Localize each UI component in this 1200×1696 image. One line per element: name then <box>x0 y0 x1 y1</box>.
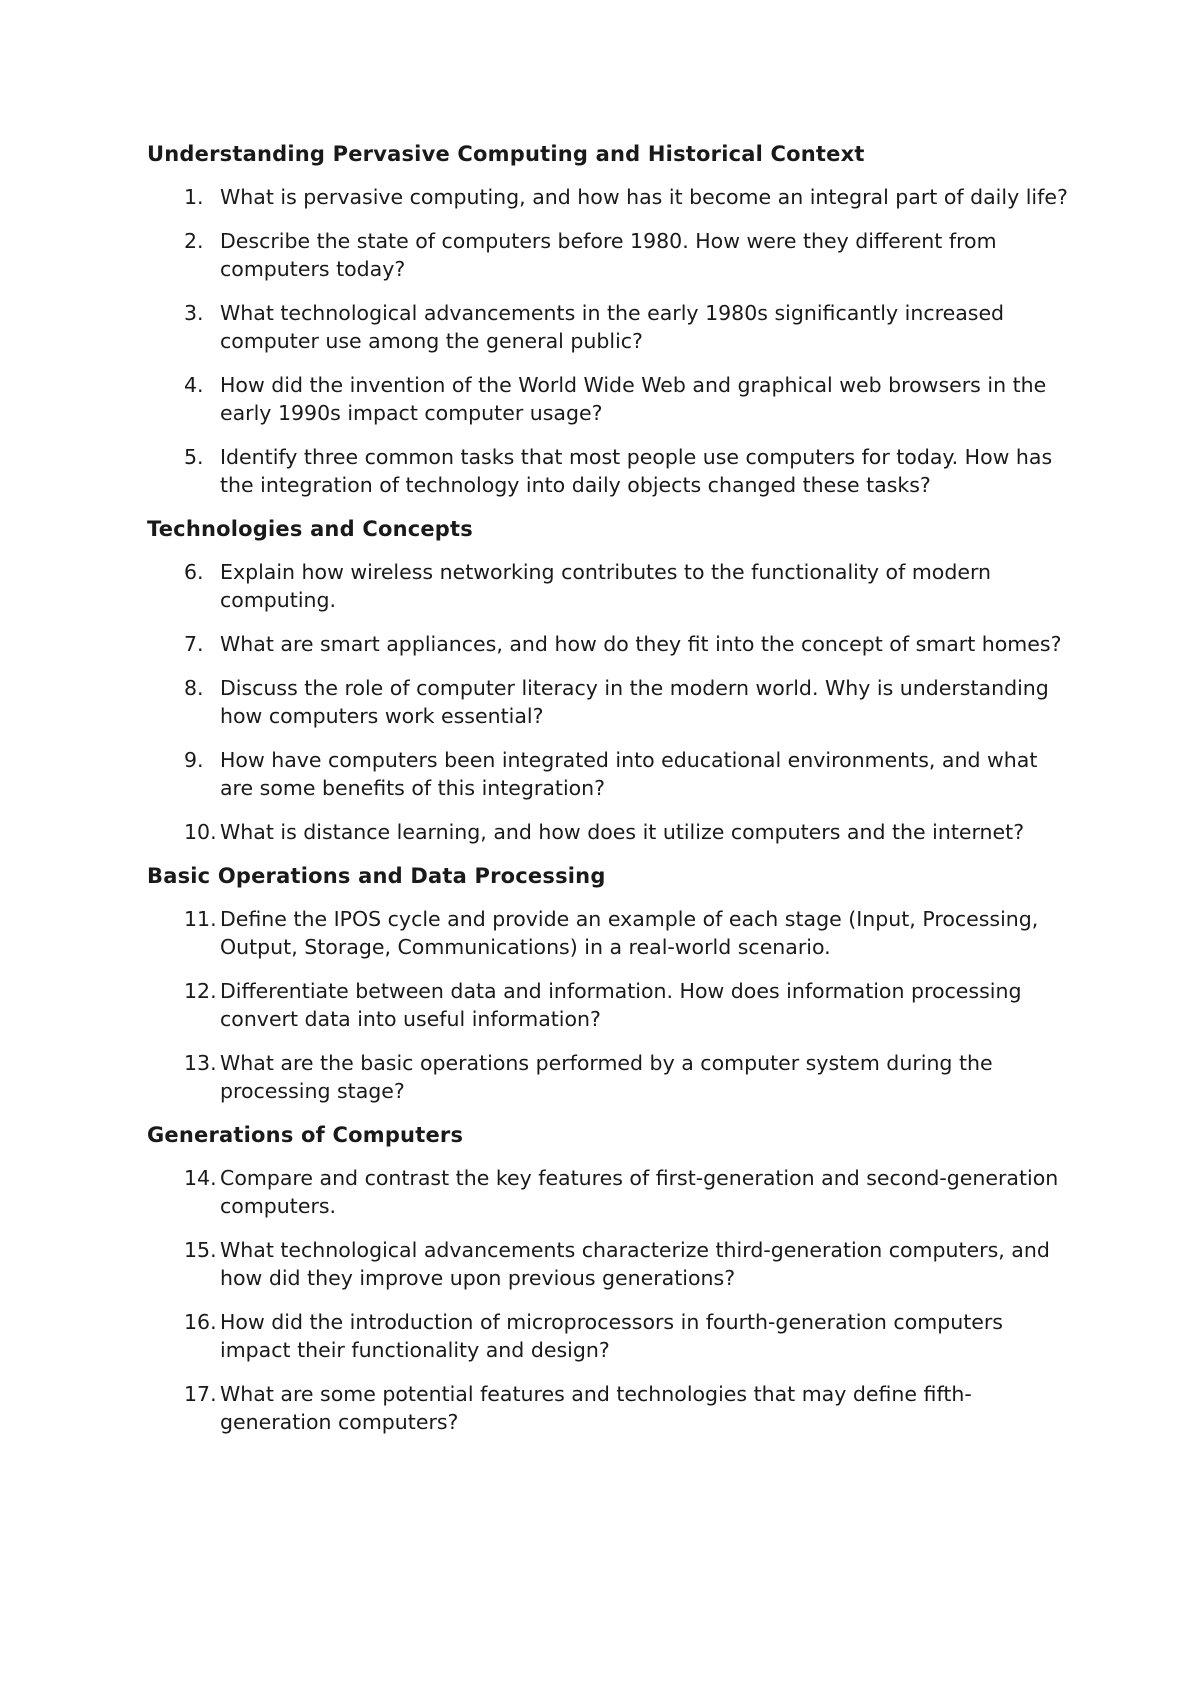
question-list <box>147 183 1077 499</box>
question-item <box>147 227 1077 283</box>
question-text: Identify three common tasks that most people use computers for today. How has the integration of technology into daily objects changed these tasks? <box>220 445 1053 497</box>
question-text: What is distance learning, and how does it utilize computers and the internet? <box>220 820 1025 844</box>
question-text: Describe the state of computers before 1980. How were they different from computers today? <box>220 229 997 281</box>
question-number: 9. <box>184 748 204 772</box>
question-number: 1. <box>184 185 204 209</box>
question-item <box>147 905 1077 961</box>
question-number: 11. <box>184 907 217 931</box>
question-item <box>147 630 1077 658</box>
question-number: 3. <box>184 301 204 325</box>
question-item <box>147 371 1077 427</box>
section-generations <box>147 1121 1077 1436</box>
question-text: How have computers been integrated into educational environments, and what are some benefits of this integration? <box>220 748 1038 800</box>
question-number: 2. <box>184 229 204 253</box>
section-pervasive-computing <box>147 140 1077 499</box>
question-number: 8. <box>184 676 204 700</box>
question-number: 4. <box>184 373 204 397</box>
question-text: Differentiate between data and information. How does information processing convert data into useful information? <box>220 979 1022 1031</box>
question-text: What technological advancements in the early 1980s significantly increased computer use among the general public? <box>220 301 1005 353</box>
question-text: What technological advancements characterize third-generation computers, and how did they improve upon previous generations? <box>220 1238 1050 1290</box>
question-text: Explain how wireless networking contributes to the functionality of modern computing. <box>220 560 992 612</box>
question-list <box>147 558 1077 846</box>
section-technologies-concepts <box>147 515 1077 846</box>
question-item <box>147 1236 1077 1292</box>
question-text: What is pervasive computing, and how has it become an integral part of daily life? <box>220 185 1068 209</box>
question-number: 12. <box>184 979 217 1003</box>
document-page <box>147 140 1077 1452</box>
question-item <box>147 674 1077 730</box>
section-title: Basic Operations and Data Processing <box>147 864 606 888</box>
question-item <box>147 1308 1077 1364</box>
question-item <box>147 183 1077 211</box>
question-text: How did the introduction of microprocessors in fourth-generation computers impact their functionality and design? <box>220 1310 1003 1362</box>
question-item <box>147 977 1077 1033</box>
question-item <box>147 558 1077 614</box>
question-number: 6. <box>184 560 204 584</box>
question-item <box>147 818 1077 846</box>
section-basic-operations <box>147 862 1077 1105</box>
question-item <box>147 1380 1077 1436</box>
question-text: Compare and contrast the key features of first-generation and second-generation computers. <box>220 1166 1059 1218</box>
question-number: 15. <box>184 1238 217 1262</box>
question-number: 17. <box>184 1382 217 1406</box>
question-number: 5. <box>184 445 204 469</box>
section-title: Generations of Computers <box>147 1123 464 1147</box>
question-text: What are some potential features and technologies that may define fifth-generation computers? <box>220 1382 972 1434</box>
section-title: Technologies and Concepts <box>147 517 473 541</box>
question-item <box>147 443 1077 499</box>
question-number: 14. <box>184 1166 217 1190</box>
question-text: Discuss the role of computer literacy in the modern world. Why is understanding how computers work essential? <box>220 676 1049 728</box>
question-text: How did the invention of the World Wide Web and graphical web browsers in the early 1990s impact computer usage? <box>220 373 1047 425</box>
question-text: What are the basic operations performed by a computer system during the processing stage? <box>220 1051 993 1103</box>
question-number: 13. <box>184 1051 217 1075</box>
question-list <box>147 905 1077 1105</box>
question-item <box>147 746 1077 802</box>
question-text: What are smart appliances, and how do they fit into the concept of smart homes? <box>220 632 1062 656</box>
question-text: Define the IPOS cycle and provide an example of each stage (Input, Processing, Output, Storage, Communications) in a real-world scenario. <box>220 907 1039 959</box>
question-number: 16. <box>184 1310 217 1334</box>
question-item <box>147 1049 1077 1105</box>
question-number: 10. <box>184 820 217 844</box>
section-title: Understanding Pervasive Computing and Historical Context <box>147 142 865 166</box>
question-item <box>147 299 1077 355</box>
question-number: 7. <box>184 632 204 656</box>
question-item <box>147 1164 1077 1220</box>
question-list <box>147 1164 1077 1436</box>
